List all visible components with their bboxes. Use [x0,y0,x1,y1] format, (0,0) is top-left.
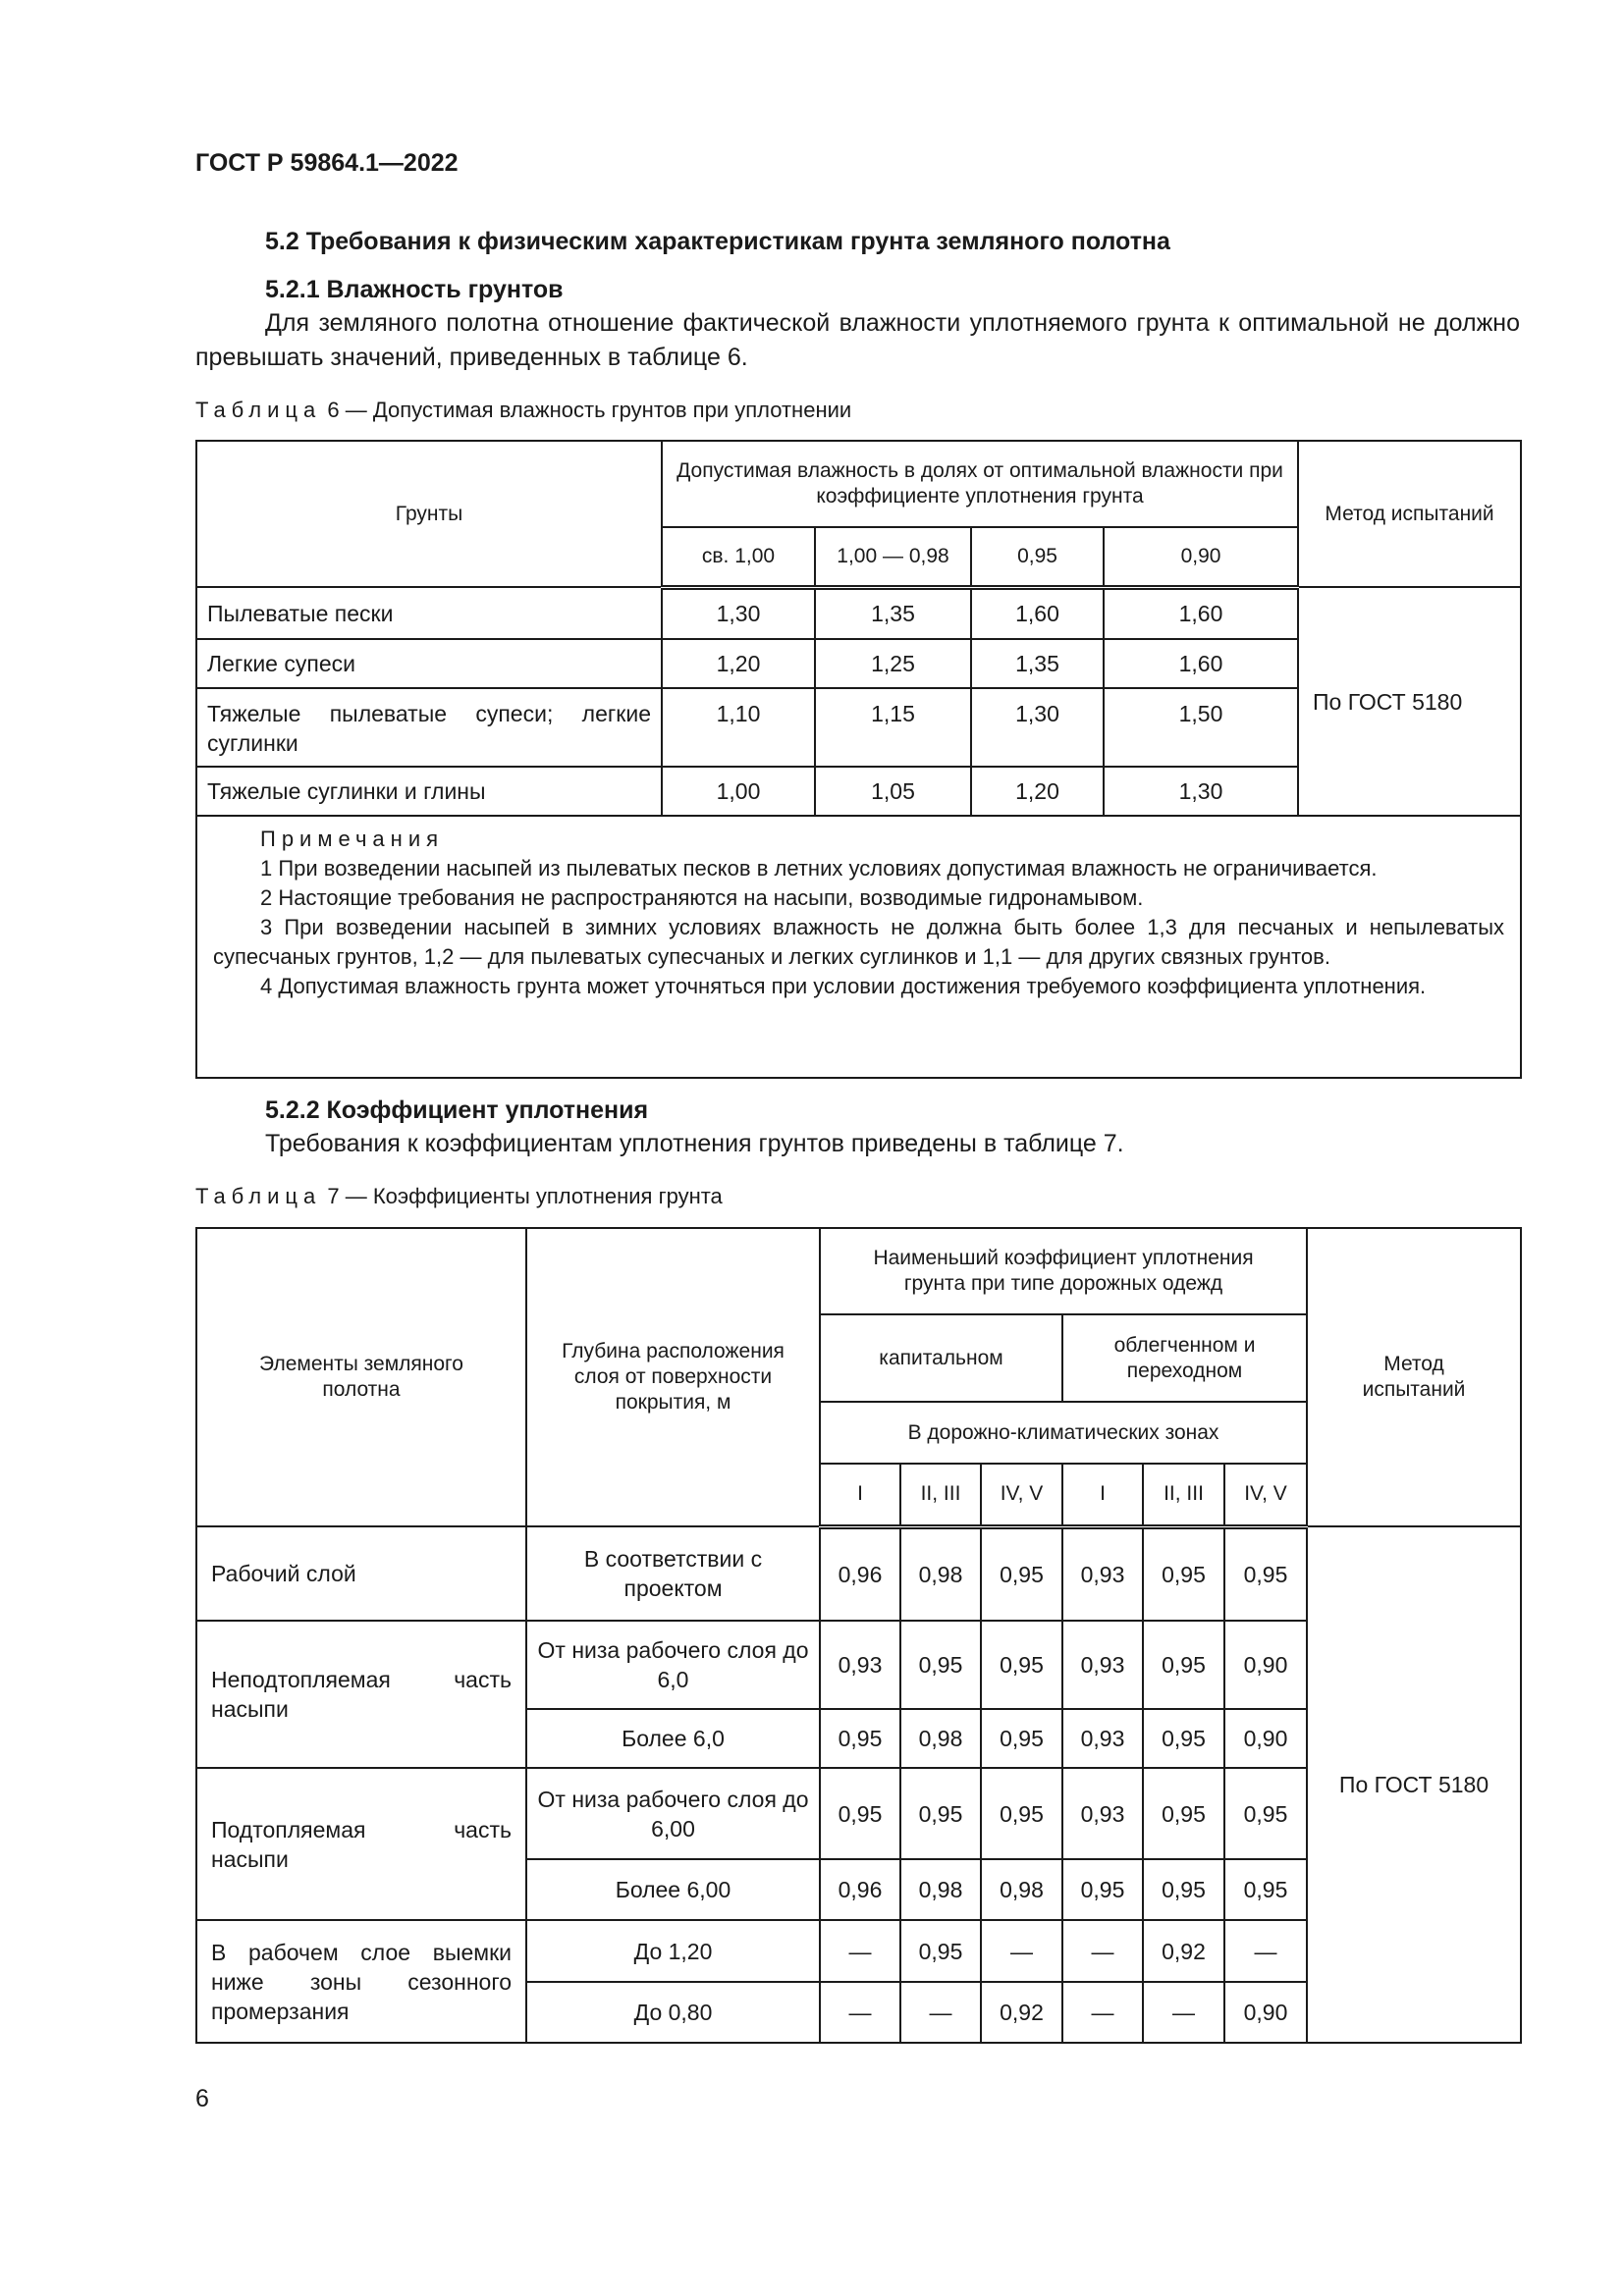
cell: 0,93 [820,1621,900,1709]
cell: 0,95 [981,1709,1062,1768]
zone-header: I [1062,1464,1143,1526]
cell: 0,95 [1062,1859,1143,1920]
paragraph-5-2-1: Для земляного полотна отношение фактической влажности уплотняемого грунта к оптимальной не должно превышать значений, приведенных в таблице 6. [195,309,1520,371]
cell: 0,92 [981,1982,1062,2043]
cell: 1,35 [971,639,1104,688]
cell: 0,90 [1224,1709,1307,1768]
cell: 1,50 [1104,688,1298,767]
cell: 0,95 [1143,1859,1224,1920]
soil-name: Тяжелые пылеватые супеси; легкие суглинки [196,688,662,767]
header-depth: Глубина расположения слоя от поверхности покрытия, м [526,1228,820,1526]
soil-name: Пылеватые пески [196,587,662,639]
cell: 0,93 [1062,1709,1143,1768]
cell: 0,95 [1143,1768,1224,1859]
page-number: 6 [195,2085,209,2112]
cell: — [820,1920,900,1982]
depth: В соответствии с проектом [526,1526,820,1621]
element-name: Неподтопляемая часть насыпи [196,1621,526,1768]
depth: Более 6,0 [526,1709,820,1768]
zone-header: IV, V [981,1464,1062,1526]
cell: 1,10 [662,688,815,767]
element-name: Рабочий слой [196,1526,526,1621]
cell: — [1143,1982,1224,2043]
cell: 1,20 [971,767,1104,816]
cell: 1,60 [1104,639,1298,688]
depth: Более 6,00 [526,1859,820,1920]
header-zones: В дорожно-климатических зонах [820,1402,1307,1464]
cell: 0,95 [900,1621,981,1709]
table6-caption [195,398,851,423]
cell: 0,95 [900,1768,981,1859]
header-coef-group: Наименьший коэффициент уплотнения грунта при типе дорожных одежд [820,1228,1307,1314]
cell: 1,35 [815,587,971,639]
soil-name: Тяжелые суглинки и глины [196,767,662,816]
cell: 1,05 [815,767,971,816]
subheader: 1,00 — 0,98 [815,527,971,587]
section-heading-5-2: 5.2 Требования к физическим характеристикам грунта земляного полотна [265,228,1170,255]
method-cell: По ГОСТ 5180 [1307,1526,1521,2043]
note: 2 Настоящие требования не распространяются на насыпи, возводимые гидронамывом. [260,885,1144,910]
cell: 0,95 [1143,1709,1224,1768]
cell: 0,95 [1143,1621,1224,1709]
zone-header: IV, V [1224,1464,1307,1526]
cell: 0,95 [981,1768,1062,1859]
caption-text: 6 — Допустимая влажность грунтов при уплотнении [327,398,852,422]
cell: 0,93 [1062,1621,1143,1709]
section-heading-5-2-1: 5.2.1 Влажность грунтов [265,276,564,303]
subheader: 0,95 [971,527,1104,587]
depth: От низа рабочего слоя до 6,0 [526,1621,820,1709]
element-name: Подтопляемая часть насыпи [196,1768,526,1920]
cell: 0,95 [1224,1526,1307,1621]
subheader: 0,90 [1104,527,1298,587]
cell: 0,98 [900,1859,981,1920]
cell: 1,60 [1104,587,1298,639]
note: 1 При возведении насыпей из пылеватых песков в летних условиях допустимая влажность не ограничивается. [260,856,1378,881]
cell: 0,98 [900,1709,981,1768]
cell: 1,20 [662,639,815,688]
table-7 [195,1227,1522,2044]
cell: — [981,1920,1062,1982]
soil-name: Легкие супеси [196,639,662,688]
depth: До 0,80 [526,1982,820,2043]
header-light: облегченном и переходном [1062,1314,1307,1402]
zone-header: I [820,1464,900,1526]
cell: 0,95 [1224,1768,1307,1859]
header-elements: Элементы земляного полотна [196,1228,526,1526]
table-6 [195,440,1522,1079]
cell: 0,95 [1224,1859,1307,1920]
cell: — [820,1982,900,2043]
cell: 0,95 [900,1920,981,1982]
cell: — [1062,1982,1143,2043]
header-method: Метод испытаний [1307,1228,1521,1526]
method-cell: По ГОСТ 5180 [1298,587,1521,816]
cell: 0,96 [820,1526,900,1621]
cell: 0,95 [820,1768,900,1859]
cell: 1,15 [815,688,971,767]
cell: 0,93 [1062,1526,1143,1621]
cell: 0,90 [1224,1621,1307,1709]
header-moisture-group: Допустимая влажность в долях от оптимальной влажности при коэффициенте уплотнения грунта [662,441,1298,527]
cell: — [1062,1920,1143,1982]
cell: 0,95 [1143,1526,1224,1621]
cell: 1,25 [815,639,971,688]
header-method: Метод испытаний [1298,441,1521,587]
cell: — [1224,1920,1307,1982]
cell: 1,30 [971,688,1104,767]
cell: 0,93 [1062,1768,1143,1859]
cell: 1,30 [1104,767,1298,816]
table-row [196,587,1521,639]
cell: 0,96 [820,1859,900,1920]
cell: 0,95 [981,1526,1062,1621]
depth: От низа рабочего слоя до 6,00 [526,1768,820,1859]
cell: — [900,1982,981,2043]
header-soil: Грунты [196,441,662,587]
table-notes [196,816,1521,1078]
cell: 0,98 [981,1859,1062,1920]
zone-header: II, III [1143,1464,1224,1526]
note: 3 При возведении насыпей в зимних условиях влажность не должна быть более 1,3 для песчаных и непылеватых супесчаных грунтов, 1,2 — для пылеватых супесчаных и легких суглинков и 1,1 — для других связных грунтов. [213,915,1505,969]
cell: 0,92 [1143,1920,1224,1982]
caption-label: Таблица [195,1184,322,1208]
cell: 1,00 [662,767,815,816]
zone-header: II, III [900,1464,981,1526]
paragraph-5-2-2: Требования к коэффициентам уплотнения грунтов приведены в таблице 7. [265,1130,1124,1157]
table-row [196,1526,1521,1621]
cell: 1,60 [971,587,1104,639]
cell: 0,95 [820,1709,900,1768]
note: 4 Допустимая влажность грунта может уточняться при условии достижения требуемого коэффициента уплотнения. [260,974,1427,998]
cell: 1,30 [662,587,815,639]
cell: 0,95 [981,1621,1062,1709]
cell: 0,98 [900,1526,981,1621]
caption-text: 7 — Коэффициенты уплотнения грунта [327,1184,723,1208]
header-capital: капитальном [820,1314,1062,1402]
table7-caption [195,1184,723,1209]
section-heading-5-2-2: 5.2.2 Коэффициент уплотнения [265,1096,649,1124]
caption-label: Таблица [195,398,322,422]
cell: 0,90 [1224,1982,1307,2043]
depth: До 1,20 [526,1920,820,1982]
subheader: св. 1,00 [662,527,815,587]
notes-title: Примечания [260,827,445,851]
element-name: В рабочем слое выемки ниже зоны сезонного промерзания [196,1920,526,2043]
document-header: ГОСТ Р 59864.1—2022 [195,149,459,177]
